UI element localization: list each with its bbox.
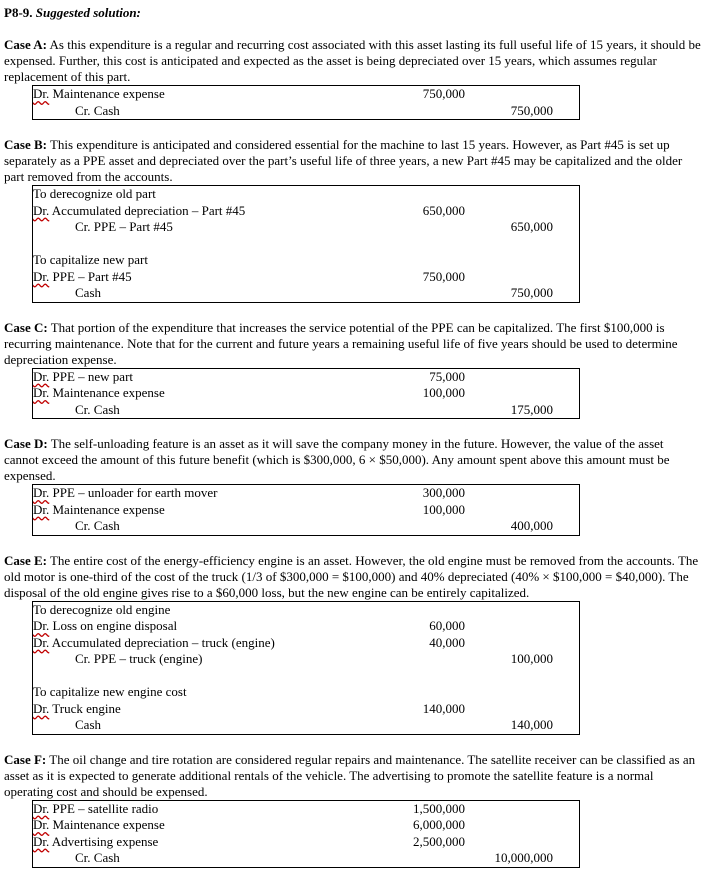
debit-prefix: Dr. xyxy=(33,800,50,816)
account-label: To capitalize new part xyxy=(33,252,148,267)
journal-row xyxy=(33,203,579,220)
account-label: Cash xyxy=(75,717,101,732)
debit-amount: 100,000 xyxy=(422,385,465,400)
credit-prefix: Cr. xyxy=(75,651,91,666)
debit-prefix: Dr. xyxy=(33,268,50,284)
journal-row xyxy=(33,618,579,635)
account-label: Cash xyxy=(93,850,120,865)
journal-entry-box xyxy=(32,484,580,536)
account-label: Loss on engine disposal xyxy=(52,618,178,633)
case-c xyxy=(4,320,701,437)
journal-row xyxy=(33,817,579,834)
entry-note xyxy=(33,186,156,203)
credit-amount: 140,000 xyxy=(510,717,553,732)
account-name xyxy=(75,402,120,419)
case-text: As this expenditure is a regular and recurring cost associated with this asset lasting its full useful life of 15 years, it should be expensed. Further, this cost is anticipated and expected as the asset is being depreciated over 15 years, which assumes regular replacement of this part. xyxy=(4,37,701,84)
credit-amount: 750,000 xyxy=(510,102,553,118)
credit-prefix: Cr. xyxy=(75,401,91,417)
section-gap xyxy=(4,303,701,320)
journal-row xyxy=(33,717,579,734)
account-label: PPE – satellite radio xyxy=(52,800,159,816)
debit-amount: 300,000 xyxy=(422,485,465,500)
case-label: Case F: xyxy=(4,751,47,767)
credit-amount: 400,000 xyxy=(510,518,553,533)
debit-prefix: Dr. xyxy=(33,833,50,849)
case-description xyxy=(4,752,701,800)
account-name xyxy=(33,701,121,718)
account-label: To derecognize old engine xyxy=(33,601,171,617)
account-label: To capitalize new engine cost xyxy=(33,684,187,699)
account-name xyxy=(33,269,132,286)
account-label: Cash xyxy=(75,285,101,300)
account-label: Maintenance expense xyxy=(52,501,165,517)
debit-amount: 40,000 xyxy=(429,634,465,650)
journal-row xyxy=(33,219,579,236)
case-description xyxy=(4,320,701,368)
debit-amount: 750,000 xyxy=(422,268,465,284)
debit-amount: 650,000 xyxy=(422,202,465,218)
case-text: That portion of the expenditure that increases the service potential of the PPE can be capitalized. The first $100,000 is recurring maintenance. Note that for the current and future years a remaining useful life of five years should be used to determine depreciation expense. xyxy=(4,319,678,367)
account-name xyxy=(75,285,101,302)
credit-prefix: Cr. xyxy=(75,850,91,865)
account-name xyxy=(33,801,158,818)
account-name xyxy=(33,834,158,851)
journal-row xyxy=(33,385,579,402)
journal-spacer xyxy=(33,668,579,685)
account-label: Truck engine xyxy=(52,700,121,716)
debit-amount: 6,000,000 xyxy=(413,817,465,832)
problem-code: P8-9. xyxy=(4,5,33,20)
credit-prefix: Cr. xyxy=(75,518,91,533)
case-f xyxy=(4,752,701,885)
case-label: Case A: xyxy=(4,37,47,52)
debit-prefix: Dr. xyxy=(33,634,50,650)
debit-amount: 1,500,000 xyxy=(413,800,465,816)
account-label: Cash xyxy=(93,518,120,533)
journal-entry-box xyxy=(32,601,580,735)
journal-row xyxy=(33,103,579,120)
section-gap xyxy=(4,735,701,752)
account-label: Maintenance expense xyxy=(52,817,165,832)
account-label: Accumulated depreciation – truck (engine) xyxy=(51,634,275,650)
account-label: PPE – truck (engine) xyxy=(93,651,203,666)
account-label: To derecognize old part xyxy=(33,186,156,201)
journal-entry-box xyxy=(32,85,580,120)
account-name xyxy=(75,717,101,734)
problem-label: Suggested solution: xyxy=(35,5,141,20)
journal-row xyxy=(33,801,579,818)
journal-row xyxy=(33,684,579,701)
journal-row xyxy=(33,285,579,302)
cases-container xyxy=(4,37,701,885)
account-name xyxy=(75,219,173,236)
section-gap xyxy=(4,419,701,436)
account-label: Accumulated depreciation – Part #45 xyxy=(51,202,246,218)
account-name xyxy=(33,502,165,519)
debit-prefix: Dr. xyxy=(33,86,50,101)
account-name xyxy=(33,618,177,635)
debit-amount: 750,000 xyxy=(422,86,465,101)
account-name xyxy=(75,651,202,668)
journal-row xyxy=(33,518,579,535)
account-label: PPE – Part #45 xyxy=(52,268,132,284)
journal-spacer xyxy=(33,236,579,253)
credit-prefix: Cr. xyxy=(75,219,91,234)
debit-amount: 100,000 xyxy=(422,501,465,517)
account-name xyxy=(33,817,165,834)
journal-row xyxy=(33,651,579,668)
journal-row xyxy=(33,502,579,519)
case-description xyxy=(4,436,701,484)
account-name xyxy=(75,518,120,535)
case-label: Case C: xyxy=(4,319,48,335)
case-e xyxy=(4,553,701,752)
case-description xyxy=(4,37,701,85)
account-label: Cash xyxy=(93,401,120,417)
debit-prefix: Dr. xyxy=(33,202,50,218)
journal-entry-box xyxy=(32,368,580,420)
account-name xyxy=(33,385,165,402)
debit-prefix: Dr. xyxy=(33,700,50,716)
account-label: Maintenance expense xyxy=(52,86,165,101)
debit-amount: 60,000 xyxy=(429,618,465,633)
case-a xyxy=(4,37,701,137)
debit-prefix: Dr. xyxy=(33,817,50,832)
account-name xyxy=(33,635,275,652)
case-d xyxy=(4,436,701,553)
credit-amount: 10,000,000 xyxy=(494,850,553,865)
journal-row xyxy=(33,485,579,502)
case-description xyxy=(4,553,701,601)
entry-note xyxy=(33,252,148,269)
credit-amount: 175,000 xyxy=(510,401,553,417)
document xyxy=(4,5,701,885)
credit-amount: 750,000 xyxy=(510,285,553,300)
credit-amount: 650,000 xyxy=(510,219,553,234)
case-label: Case B: xyxy=(4,137,47,152)
journal-row xyxy=(33,602,579,619)
debit-prefix: Dr. xyxy=(33,385,50,400)
account-name xyxy=(33,369,133,386)
debit-prefix: Dr. xyxy=(33,501,50,517)
credit-prefix: Cr. xyxy=(75,102,91,118)
journal-row xyxy=(33,252,579,269)
debit-prefix: Dr. xyxy=(33,618,50,633)
case-label: Case E: xyxy=(4,552,47,568)
section-gap xyxy=(4,120,701,137)
account-label: Maintenance expense xyxy=(52,385,165,400)
journal-entry-box xyxy=(32,800,580,868)
journal-row xyxy=(33,269,579,286)
journal-row xyxy=(33,402,579,419)
journal-row xyxy=(33,635,579,652)
debit-prefix: Dr. xyxy=(33,485,50,500)
debit-amount: 75,000 xyxy=(429,368,465,384)
case-text: This expenditure is anticipated and considered essential for the machine to last 15 years. However, as Part #45 is set up separately as a PPE asset and depreciated over the part’s useful life of three years, a new Part #45 may be capitalized and the older part removed from the accounts. xyxy=(4,137,683,184)
account-name xyxy=(75,850,120,867)
debit-amount: 2,500,000 xyxy=(413,833,465,849)
account-name xyxy=(33,203,245,220)
credit-amount: 100,000 xyxy=(510,651,553,666)
case-text: The self-unloading feature is an asset as it will save the company money in the future. However, the value of the asset cannot exceed the amount of this future benefit (which is $300,000, 6 × $50,000). Any amount spent above this amount must be expensed. xyxy=(4,436,670,483)
account-label: PPE – new part xyxy=(52,368,134,384)
account-label: Advertising expense xyxy=(51,833,159,849)
debit-amount: 140,000 xyxy=(422,700,465,716)
journal-row xyxy=(33,186,579,203)
case-description xyxy=(4,137,701,185)
case-b xyxy=(4,137,701,320)
entry-note xyxy=(33,684,187,701)
journal-row xyxy=(33,86,579,103)
page-title xyxy=(4,5,701,21)
journal-row xyxy=(33,701,579,718)
journal-entry-box xyxy=(32,185,580,303)
entry-note xyxy=(33,602,170,619)
case-text: The entire cost of the energy-efficiency engine is an asset. However, the old engine must be removed from the accounts. The old motor is one-third of the cost of the truck (1/3 of $300,000 = $100,000) and 40% depreciated (40% × $100,000 = $40,000). The disposal of the old engine gives rise to a $60,000 loss, but the new engine can be entirely capitalized. xyxy=(4,552,699,600)
account-name xyxy=(33,485,217,502)
account-name xyxy=(75,103,120,120)
debit-prefix: Dr. xyxy=(33,368,50,384)
case-label: Case D: xyxy=(4,436,48,451)
account-name xyxy=(33,86,165,103)
journal-row xyxy=(33,850,579,867)
journal-row xyxy=(33,834,579,851)
account-label: PPE – Part #45 xyxy=(93,219,173,234)
section-gap xyxy=(4,536,701,553)
account-label: PPE – unloader for earth mover xyxy=(52,485,218,500)
account-label: Cash xyxy=(93,102,120,118)
case-text: The oil change and tire rotation are considered regular repairs and maintenance. The satellite receiver can be classified as an asset as it is expected to generate additional rentals of the vehicle. The advertising to promote the satellite feature is a normal operating cost and should be expensed. xyxy=(4,751,696,799)
journal-row xyxy=(33,369,579,386)
section-gap xyxy=(4,868,701,885)
